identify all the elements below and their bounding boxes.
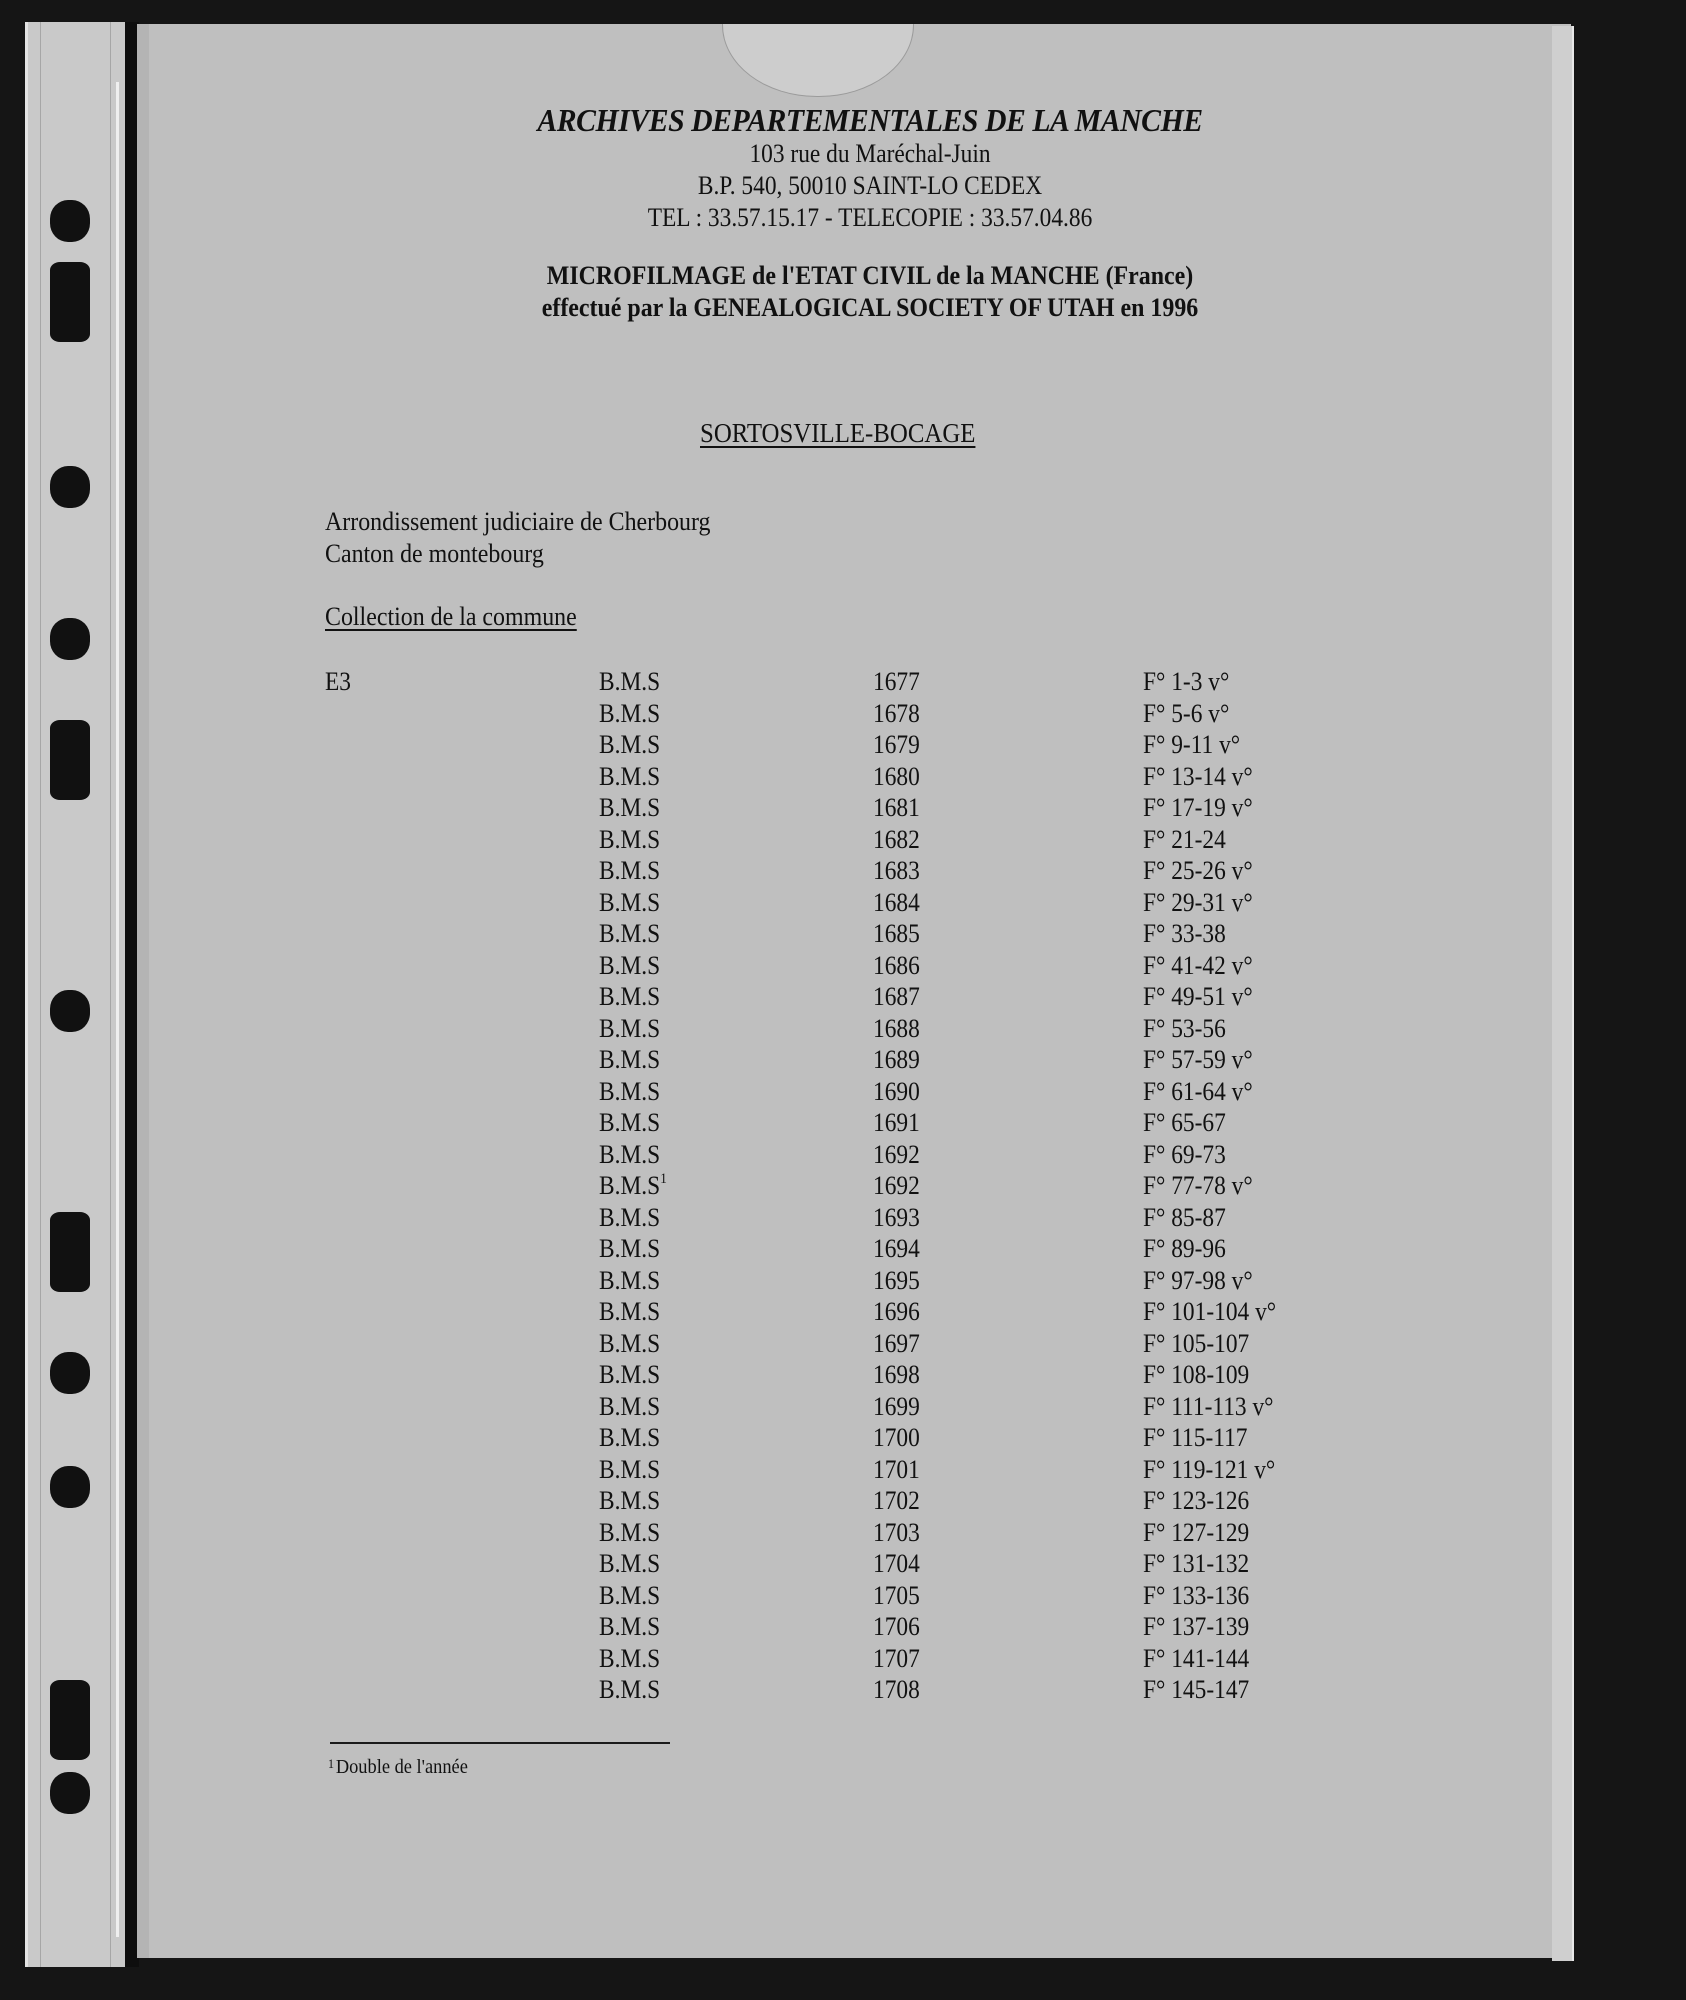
- record-year: [873, 1611, 920, 1643]
- record-row: [325, 1044, 1375, 1076]
- record-row: [325, 1580, 1375, 1612]
- record-folio-text: F° 89-96: [1143, 1234, 1226, 1263]
- record-row: [325, 1170, 1375, 1202]
- record-folio: [1143, 918, 1226, 950]
- record-folio-text: F° 131-132: [1143, 1549, 1250, 1578]
- record-folio: [1143, 1643, 1249, 1675]
- record-folio-text: F° 108-109: [1143, 1360, 1250, 1389]
- record-type-text: B.M.S: [599, 1423, 661, 1452]
- record-type: [599, 1422, 660, 1454]
- record-folio: [1143, 1233, 1226, 1265]
- record-row: [325, 1265, 1375, 1297]
- record-type: [599, 918, 660, 950]
- record-type-text: B.M.S: [599, 1045, 661, 1074]
- record-row: [325, 792, 1375, 824]
- collection-title: Collection de la commune: [325, 602, 577, 631]
- record-row: [325, 1139, 1375, 1171]
- record-row: [325, 1674, 1375, 1706]
- record-folio-text: F° 85-87: [1143, 1202, 1226, 1232]
- record-folio-text: F° 1-3 v°: [1143, 667, 1230, 696]
- record-year-text: 1703: [873, 1517, 920, 1547]
- record-year: [873, 1265, 920, 1297]
- record-type: [599, 698, 660, 730]
- record-year: [873, 1454, 920, 1486]
- record-year: [873, 1359, 920, 1391]
- record-folio: [1143, 1359, 1249, 1391]
- record-folio-text: F° 65-67: [1143, 1108, 1226, 1137]
- record-folio-text: F° 77-78 v°: [1143, 1171, 1253, 1200]
- record-folio: [1143, 1580, 1249, 1612]
- record-type: [599, 761, 660, 793]
- record-folio-text: F° 137-139: [1143, 1612, 1250, 1641]
- record-year: [873, 1296, 920, 1328]
- record-type: [599, 1517, 660, 1549]
- footnote-number: 1: [328, 1756, 334, 1771]
- record-type-text: B.M.S: [599, 1454, 661, 1484]
- record-folio: [1143, 1517, 1249, 1549]
- footnote-reference: 1: [660, 1171, 667, 1187]
- record-folio: [1143, 1296, 1276, 1328]
- record-year: [873, 1328, 920, 1360]
- record-folio: [1143, 1611, 1249, 1643]
- record-row: [325, 1359, 1375, 1391]
- record-type: [599, 729, 660, 761]
- record-year-text: 1690: [873, 1076, 920, 1106]
- record-folio-text: F° 25-26 v°: [1143, 856, 1253, 885]
- record-type: [599, 1076, 660, 1108]
- record-folio: [1143, 1265, 1253, 1297]
- record-type: [599, 1454, 660, 1486]
- footnote: [328, 1756, 468, 1779]
- record-type-text: B.M.S: [599, 1360, 661, 1389]
- record-type-text: B.M.S: [599, 1612, 661, 1641]
- record-folio: [1143, 1422, 1247, 1454]
- record-year-text: 1700: [873, 1423, 920, 1452]
- record-year: [873, 698, 920, 730]
- record-type-text: B.M.S: [599, 982, 661, 1011]
- record-type-text: B.M.S: [599, 1076, 661, 1106]
- record-folio-text: F° 101-104 v°: [1143, 1297, 1277, 1326]
- project-line-2: effectué par la GENEALOGICAL SOCIETY OF UTAH en 1996: [541, 293, 1199, 322]
- record-row: [325, 824, 1375, 856]
- record-row: [325, 1076, 1375, 1108]
- record-row: [325, 855, 1375, 887]
- record-year-text: 1695: [873, 1265, 920, 1295]
- record-folio-text: F° 111-113 v°: [1143, 1391, 1274, 1421]
- record-type-text: B.M.S: [599, 1675, 661, 1704]
- record-type-text: B.M.S: [599, 1643, 661, 1673]
- record-year-text: 1679: [873, 730, 920, 759]
- record-folio-text: F° 33-38: [1143, 919, 1226, 948]
- record-folio: [1143, 1674, 1249, 1706]
- record-year-text: 1696: [873, 1297, 920, 1326]
- record-type: [599, 1328, 660, 1360]
- record-year-text: 1704: [873, 1549, 920, 1578]
- record-folio-text: F° 57-59 v°: [1143, 1045, 1253, 1074]
- record-folio-text: F° 119-121 v°: [1143, 1454, 1276, 1484]
- record-row: [325, 1107, 1375, 1139]
- record-year-text: 1706: [873, 1612, 920, 1641]
- record-row: [325, 887, 1375, 919]
- record-year: [873, 1107, 920, 1139]
- record-year: [873, 1202, 920, 1234]
- record-type: [599, 1485, 660, 1517]
- record-type: [599, 1139, 660, 1171]
- record-year: [873, 1233, 920, 1265]
- record-year: [873, 824, 920, 856]
- record-year: [873, 855, 920, 887]
- record-folio: [1143, 1013, 1226, 1045]
- record-folio: [1143, 1391, 1274, 1423]
- record-row: [325, 1202, 1375, 1234]
- record-type-text: B.M.S: [599, 824, 661, 854]
- record-folio: [1143, 1170, 1253, 1202]
- record-year: [873, 1391, 920, 1423]
- arrondissement: Arrondissement judiciaire de Cherbourg: [325, 507, 711, 536]
- record-year-text: 1677: [873, 667, 920, 696]
- record-folio-text: F° 105-107: [1143, 1328, 1250, 1358]
- record-type: [599, 855, 660, 887]
- record-type: [599, 1674, 660, 1706]
- record-folio: [1143, 981, 1253, 1013]
- record-type: [599, 1265, 660, 1297]
- record-type-text: B.M.S: [599, 1013, 661, 1043]
- record-type: [599, 666, 660, 698]
- record-year-text: 1692: [873, 1171, 920, 1200]
- record-folio-text: F° 21-24: [1143, 824, 1226, 854]
- record-year-text: 1697: [873, 1328, 920, 1358]
- record-year-text: 1686: [873, 950, 920, 980]
- record-year-text: 1682: [873, 824, 920, 854]
- record-row: [325, 1517, 1375, 1549]
- record-row: [325, 1391, 1375, 1423]
- record-type-text: B.M.S: [599, 698, 661, 728]
- record-folio-text: F° 133-136: [1143, 1580, 1250, 1610]
- record-folio: [1143, 1139, 1226, 1171]
- record-year: [873, 729, 920, 761]
- record-year-text: 1705: [873, 1580, 920, 1610]
- project-line-1: MICROFILMAGE de l'ETAT CIVIL de la MANCHE (France): [546, 261, 1194, 290]
- address-postal: B.P. 540, 50010 SAINT-LO CEDEX: [697, 171, 1043, 200]
- record-year: [873, 1422, 920, 1454]
- record-year: [873, 1013, 920, 1045]
- record-type-text: B.M.S: [599, 856, 661, 885]
- record-year: [873, 792, 920, 824]
- record-type: [599, 887, 660, 919]
- record-row: [325, 698, 1375, 730]
- record-year: [873, 1485, 920, 1517]
- footnote-rule: [330, 1742, 670, 1744]
- record-year-text: 1692: [873, 1139, 920, 1169]
- record-type-text: B.M.S: [599, 1391, 661, 1421]
- record-folio-text: F° 17-19 v°: [1143, 793, 1253, 822]
- record-folio-text: F° 115-117: [1143, 1423, 1248, 1452]
- records-table: [325, 666, 1375, 1706]
- record-year: [873, 950, 920, 982]
- record-year-text: 1698: [873, 1360, 920, 1389]
- record-type-text: B.M.S: [599, 667, 661, 696]
- record-year: [873, 1548, 920, 1580]
- record-row: [325, 1611, 1375, 1643]
- record-row: [325, 1643, 1375, 1675]
- record-type: [599, 1359, 660, 1391]
- record-folio-text: F° 61-64 v°: [1143, 1076, 1253, 1106]
- record-row: [325, 1548, 1375, 1580]
- record-year-text: 1678: [873, 698, 920, 728]
- record-row: [325, 1233, 1375, 1265]
- record-year-text: 1691: [873, 1108, 920, 1137]
- record-type-text: B.M.S: [599, 1108, 661, 1137]
- address-street: 103 rue du Maréchal-Juin: [749, 139, 991, 168]
- record-folio: [1143, 792, 1253, 824]
- record-row: [325, 729, 1375, 761]
- record-row: [325, 666, 1375, 698]
- record-folio: [1143, 1548, 1249, 1580]
- organization-title: ARCHIVES DEPARTEMENTALES DE LA MANCHE: [537, 102, 1203, 138]
- record-year-text: 1684: [873, 887, 920, 917]
- record-folio: [1143, 1044, 1253, 1076]
- commune-title: SORTOSVILLE-BOCAGE: [700, 418, 976, 448]
- record-year-text: 1685: [873, 919, 920, 948]
- record-type-text: B.M.S: [599, 1328, 661, 1358]
- record-type-text: B.M.S: [599, 761, 661, 791]
- record-type: [599, 981, 660, 1013]
- record-folio-text: F° 127-129: [1143, 1517, 1250, 1547]
- record-year-text: 1683: [873, 856, 920, 885]
- record-row: [325, 761, 1375, 793]
- record-folio: [1143, 1076, 1253, 1108]
- record-row: [325, 950, 1375, 982]
- canton: Canton de montebourg: [325, 539, 544, 568]
- record-year: [873, 918, 920, 950]
- record-type-text: B.M.S: [599, 730, 661, 759]
- record-year-text: 1707: [873, 1643, 920, 1673]
- record-row: [325, 1013, 1375, 1045]
- record-year: [873, 887, 920, 919]
- record-type: [599, 792, 660, 824]
- record-year: [873, 666, 920, 698]
- footnote-text: Double de l'année: [335, 1756, 468, 1778]
- record-folio-text: F° 5-6 v°: [1143, 698, 1230, 728]
- record-type: [599, 950, 660, 982]
- record-year: [873, 1517, 920, 1549]
- record-row: [325, 918, 1375, 950]
- record-type-text: B.M.S: [599, 1171, 661, 1200]
- record-row: [325, 1422, 1375, 1454]
- record-year: [873, 1076, 920, 1108]
- record-year-text: 1689: [873, 1045, 920, 1074]
- record-folio: [1143, 729, 1240, 761]
- record-row: [325, 1296, 1375, 1328]
- record-folio-text: F° 123-126: [1143, 1486, 1250, 1515]
- record-folio: [1143, 1328, 1249, 1360]
- record-year-text: 1701: [873, 1454, 920, 1484]
- record-folio: [1143, 698, 1229, 730]
- project-block: [474, 260, 1265, 324]
- record-year-text: 1694: [873, 1234, 920, 1263]
- record-folio-text: F° 97-98 v°: [1143, 1265, 1253, 1295]
- record-type-text: B.M.S: [599, 950, 661, 980]
- record-type-text: B.M.S: [599, 1517, 661, 1547]
- record-folio-text: F° 53-56: [1143, 1013, 1226, 1043]
- record-type-text: B.M.S: [599, 1202, 661, 1232]
- address-block: [440, 138, 1300, 234]
- record-year-text: 1688: [873, 1013, 920, 1043]
- record-cote-text: E3: [325, 667, 352, 696]
- record-type: [599, 1391, 660, 1423]
- record-year-text: 1699: [873, 1391, 920, 1421]
- record-type: [599, 1107, 660, 1139]
- record-type: [599, 1643, 660, 1675]
- address-phone: TEL : 33.57.15.17 - TELECOPIE : 33.57.04.86: [647, 203, 1093, 232]
- record-type: [599, 1233, 660, 1265]
- record-type-text: B.M.S: [599, 1486, 661, 1515]
- record-type-text: B.M.S: [599, 1549, 661, 1578]
- record-cote: [325, 666, 351, 698]
- record-row: [325, 1454, 1375, 1486]
- record-folio-text: F° 141-144: [1143, 1643, 1250, 1673]
- record-year-text: 1687: [873, 982, 920, 1011]
- record-type: [599, 1611, 660, 1643]
- record-row: [325, 1485, 1375, 1517]
- record-folio: [1143, 950, 1253, 982]
- record-type: [599, 1013, 660, 1045]
- record-folio-text: F° 145-147: [1143, 1675, 1250, 1704]
- record-folio: [1143, 1107, 1226, 1139]
- record-year: [873, 1674, 920, 1706]
- record-year: [873, 1580, 920, 1612]
- record-row: [325, 1328, 1375, 1360]
- record-folio-text: F° 49-51 v°: [1143, 982, 1253, 1011]
- record-type: [599, 1170, 667, 1202]
- record-type: [599, 1202, 660, 1234]
- record-type: [599, 1044, 660, 1076]
- record-type-text: B.M.S: [599, 1234, 661, 1263]
- record-folio: [1143, 761, 1253, 793]
- record-folio-text: F° 9-11 v°: [1143, 730, 1241, 759]
- record-type-text: B.M.S: [599, 1297, 661, 1326]
- record-year-text: 1693: [873, 1202, 920, 1232]
- record-folio-text: F° 69-73: [1143, 1139, 1226, 1169]
- record-year-text: 1681: [873, 793, 920, 822]
- record-year: [873, 1044, 920, 1076]
- record-year-text: 1702: [873, 1486, 920, 1515]
- record-type-text: B.M.S: [599, 1580, 661, 1610]
- record-year: [873, 1170, 920, 1202]
- record-type: [599, 1580, 660, 1612]
- record-row: [325, 981, 1375, 1013]
- record-type: [599, 1296, 660, 1328]
- record-folio: [1143, 1202, 1226, 1234]
- record-folio-text: F° 29-31 v°: [1143, 887, 1253, 917]
- record-folio: [1143, 1485, 1249, 1517]
- record-year: [873, 1643, 920, 1675]
- record-year: [873, 981, 920, 1013]
- record-type: [599, 1548, 660, 1580]
- record-folio: [1143, 887, 1253, 919]
- record-type-text: B.M.S: [599, 1265, 661, 1295]
- record-year: [873, 1139, 920, 1171]
- record-folio: [1143, 855, 1253, 887]
- record-folio-text: F° 13-14 v°: [1143, 761, 1253, 791]
- record-folio: [1143, 666, 1229, 698]
- record-type-text: B.M.S: [599, 919, 661, 948]
- record-year-text: 1680: [873, 761, 920, 791]
- record-folio-text: F° 41-42 v°: [1143, 950, 1253, 980]
- record-type-text: B.M.S: [599, 1139, 661, 1169]
- record-folio: [1143, 1454, 1275, 1486]
- record-type-text: B.M.S: [599, 887, 661, 917]
- record-folio: [1143, 824, 1226, 856]
- record-year: [873, 761, 920, 793]
- record-year-text: 1708: [873, 1675, 920, 1704]
- record-type-text: B.M.S: [599, 793, 661, 822]
- record-type: [599, 824, 660, 856]
